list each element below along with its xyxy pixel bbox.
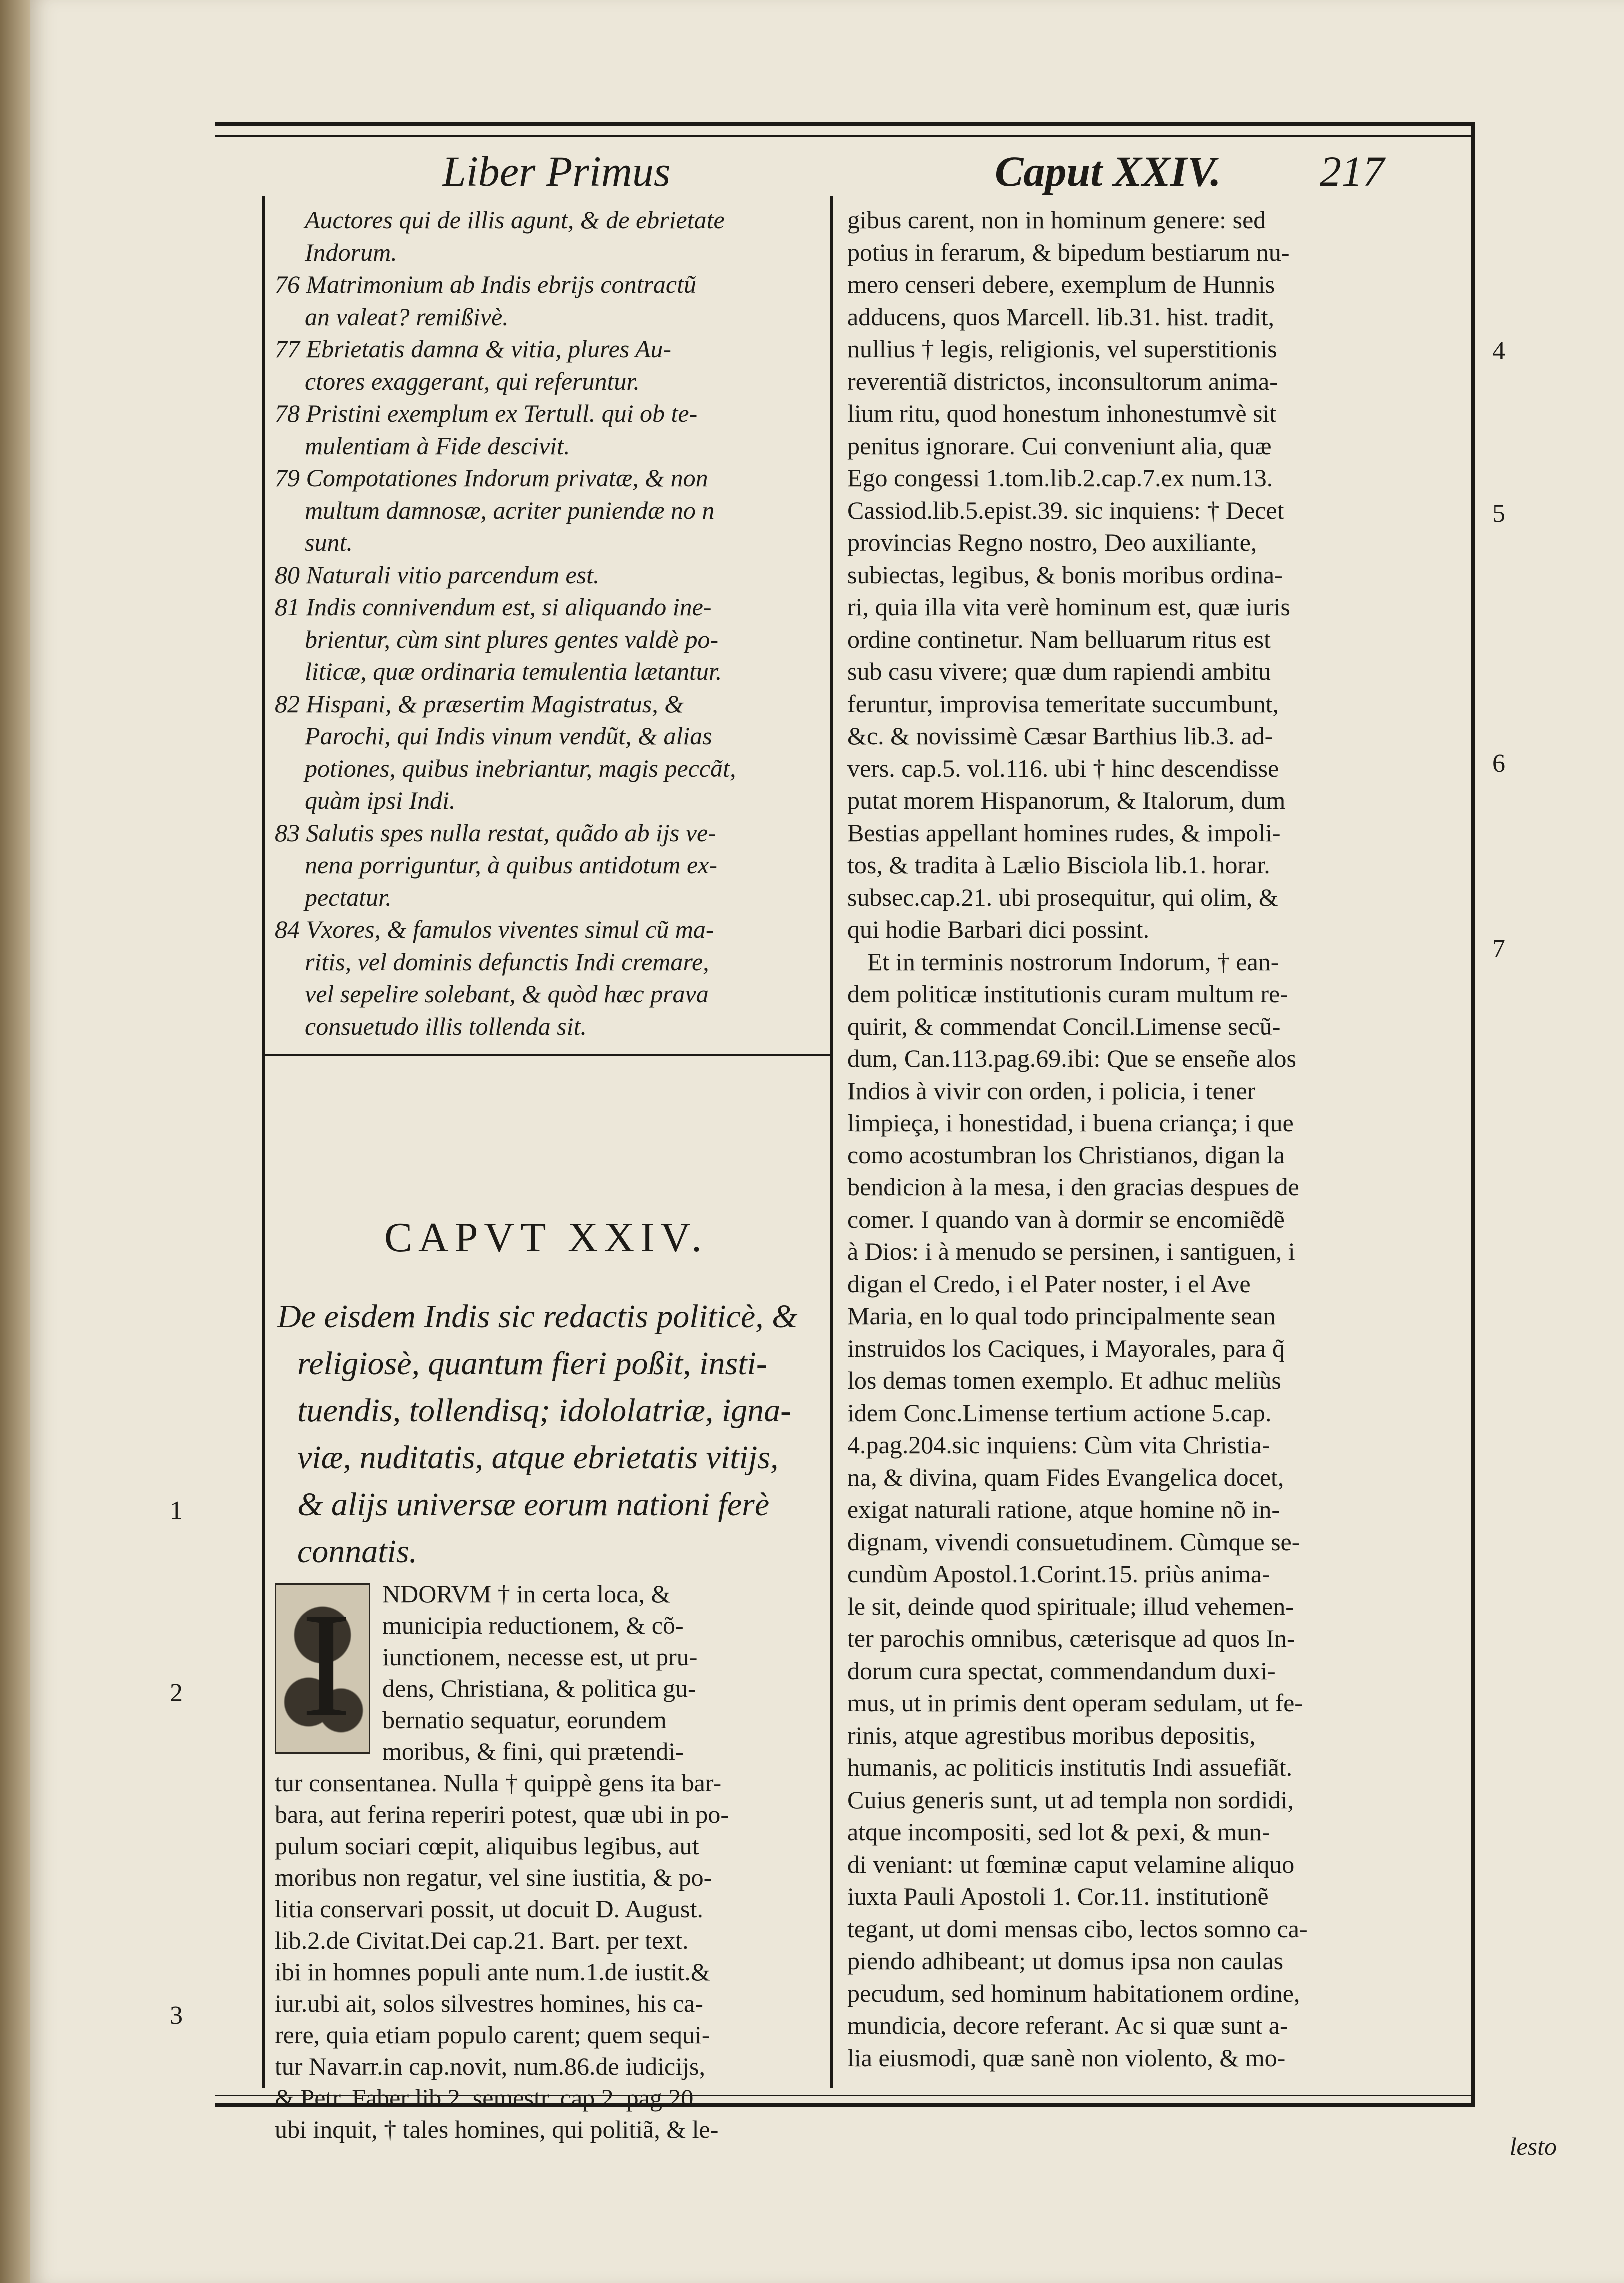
text-line: lia eiusmodi, quæ sanè non violento, & mo- — [847, 2043, 1286, 2072]
text-line: qui hodie Barbari dici possint. — [847, 915, 1150, 943]
text-line: ctores exaggerant, qui referuntur. — [305, 367, 640, 395]
text-line: 81 Indis connivendum est, si aliquando ine- — [275, 593, 712, 621]
text-line: instruidos los Caciques, i Mayorales, para q̃ — [847, 1334, 1285, 1362]
text-line: an valeat? remißivè. — [305, 302, 509, 331]
book-page — [30, 0, 1624, 2283]
text-line: exigat naturali ratione, atque homine nõ in- — [847, 1495, 1280, 1523]
chapter-index — [275, 204, 815, 1042]
margin-number: 7 — [1492, 934, 1505, 963]
text-line: tur consentanea. Nulla † quippè gens ita bar- — [275, 1769, 722, 1797]
margin-number: 6 — [1492, 749, 1505, 778]
text-line: dens, Christiana, & politica gu- — [382, 1674, 696, 1702]
text-line: mundicia, decore referant. Ac si quæ sunt a- — [847, 2011, 1288, 2039]
text-line: subiectas, legibus, & bonis moribus ordina- — [847, 560, 1283, 589]
margin-number: 4 — [1492, 337, 1505, 365]
text-line: comer. I quando van à dormir se encomiẽdẽ — [847, 1205, 1285, 1233]
text-line: Ego congessi 1.tom.lib.2.cap.7.ex num.13. — [847, 464, 1273, 492]
text-line: bendicion à la mesa, i den gracias despues de — [847, 1173, 1299, 1201]
text-line: atque incompositi, sed lot & pexi, & mun- — [847, 1818, 1270, 1846]
text-line: tos, & tradita à Lælio Bisciola lib.1. horar. — [847, 851, 1270, 879]
text-line: ritis, vel dominis defunctis Indi cremare, — [305, 947, 709, 976]
text-line: piendo adhibeant; ut domus ipsa non caulas — [847, 1947, 1284, 1975]
text-line: bara, aut ferina reperiri potest, quæ ubi in po- — [275, 1800, 729, 1828]
body-text-left — [275, 1578, 817, 2145]
chapter-summary — [277, 1293, 817, 1575]
text-line: 76 Matrimonium ab Indis ebrijs contractũ — [275, 270, 697, 298]
text-line: &c. & novissimè Cæsar Barthius lib.3. ad- — [847, 722, 1273, 750]
text-line: tuendis, tollendisq; idololatriæ, igna- — [297, 1392, 792, 1429]
text-line: 83 Salutis spes nulla restat, quãdo ab ijs ve- — [275, 818, 716, 847]
text-line: idem Conc.Limense tertium actione 5.cap. — [847, 1398, 1272, 1427]
text-line: cundùm Apostol.1.Corint.15. priùs anima- — [847, 1560, 1270, 1588]
text-line: 80 Naturali vitio parcendum est. — [275, 560, 600, 589]
text-line: Maria, en lo qual todo principalmente sean — [847, 1302, 1276, 1330]
page-number: 217 — [1320, 147, 1384, 195]
text-line: & alijs universæ eorum nationi ferè — [297, 1486, 770, 1523]
text-line: De eisdem Indis sic redactis politicè, & — [277, 1298, 798, 1335]
text-line: humanis, ac politicis institutis Indi assuefiãt. — [847, 1753, 1293, 1781]
column-rule-left — [262, 196, 265, 2088]
margin-number: 5 — [1492, 499, 1505, 528]
text-line: 4.pag.204.sic inquiens: Cùm vita Christia- — [847, 1431, 1270, 1459]
text-line: iunctionem, necesse est, ut pru- — [382, 1643, 698, 1671]
text-line: los demas tomen exemplo. Et adhuc meliùs — [847, 1366, 1281, 1394]
text-line: 79 Compotationes Indorum privatæ, & non — [275, 464, 708, 492]
text-line: viæ, nuditatis, atque ebrietatis vitijs, — [297, 1439, 779, 1476]
text-line: ter parochis omnibus, cæterisque ad quos In- — [847, 1624, 1295, 1652]
text-line: sunt. — [305, 528, 353, 556]
text-line: quàm ipsi Indi. — [305, 786, 456, 814]
text-line: liticæ, quæ ordinaria temulentia lætantur. — [305, 657, 722, 685]
text-line: municipia reductionem, & cõ- — [382, 1611, 684, 1639]
text-line: le sit, deinde quod spirituale; illud vehemen- — [847, 1592, 1294, 1620]
text-line: Bestias appellant homines rudes, & impoli- — [847, 818, 1281, 847]
margin-number: 3 — [170, 2001, 183, 2030]
text-line: connatis. — [297, 1533, 418, 1570]
chapter-title: CAPVT XXIV. — [384, 1214, 708, 1261]
text-line: como acostumbran los Christianos, digan la — [847, 1141, 1285, 1169]
text-line: pecudum, sed hominum habitationem ordine, — [847, 1979, 1300, 2007]
text-line: bernatio sequatur, eorundem — [382, 1706, 667, 1734]
text-line: moribus non regatur, vel sine iustitia, & po- — [275, 1863, 712, 1891]
text-line: tegant, ut domi mensas cibo, lectos somno ca- — [847, 1914, 1308, 1943]
catchword: lesto — [1509, 2132, 1557, 2160]
text-line: ibi in homnes populi ante num.1.de iustit.& — [275, 1958, 710, 1986]
text-line: lium ritu, quod honestum inhonestumvè sit — [847, 399, 1277, 427]
text-line: limpieça, i honestidad, i buena criança; i que — [847, 1109, 1294, 1137]
text-line: pulum sociari cœpit, aliquibus legibus, aut — [275, 1832, 699, 1860]
text-line: multum damnosæ, acriter puniendæ no n — [305, 496, 715, 524]
text-line: dignam, vivendi consuetudinem. Cùmque se- — [847, 1527, 1300, 1556]
text-frame — [170, 122, 1505, 2143]
text-line: nena porriguntur, à quibus antidotum ex- — [305, 851, 717, 879]
text-line: rere, quia etiam populo carent; quem sequi- — [275, 2021, 710, 2049]
column-rule-middle — [830, 196, 833, 2088]
running-header — [215, 137, 1475, 195]
text-line: lib.2.de Civitat.Dei cap.21. Bart. per text. — [275, 1926, 689, 1954]
text-line: putat morem Hispanorum, & Italorum, dum — [847, 786, 1286, 814]
text-line: reverentiã districtos, inconsultorum anima- — [847, 367, 1278, 395]
text-line: consuetudo illis tollenda sit. — [305, 1012, 587, 1040]
text-line: potius in ferarum, & bipedum bestiarum nu- — [847, 238, 1290, 266]
index-separator — [262, 1054, 830, 1056]
text-line: sub casu vivere; quæ dum rapiendi ambitu — [847, 657, 1271, 685]
text-line: adducens, quos Marcell. lib.31. hist. tradit, — [847, 302, 1275, 331]
text-line: à Dios: i à menudo se persinen, i santiguen, i — [847, 1237, 1295, 1265]
text-line: nullius † legis, religionis, vel superstitionis — [847, 335, 1277, 363]
decorated-initial — [275, 1583, 370, 1754]
text-line: pectatur. — [305, 883, 392, 911]
text-line: dem politicæ institutionis curam multum re- — [847, 980, 1288, 1008]
header-book-title: Liber Primus — [442, 147, 671, 195]
text-line: rinis, atque agrestibus moribus depositis, — [847, 1721, 1256, 1749]
text-line: 84 Vxores, & famulos viventes simul cũ ma- — [275, 915, 714, 943]
text-line: provincias Regno nostro, Deo auxiliante, — [847, 528, 1257, 556]
text-line: ri, quia illa vita verè hominum est, quæ iuris — [847, 593, 1290, 621]
body-text-right — [847, 204, 1452, 2074]
text-line: dorum cura spectat, commendandum duxi- — [847, 1656, 1276, 1685]
text-line: NDORVM † in certa loca, & — [382, 1580, 671, 1608]
text-line: iur.ubi ait, solos silvestres homines, his ca- — [275, 1989, 703, 2017]
text-line: vers. cap.5. vol.116. ubi † hinc descendisse — [847, 754, 1279, 782]
text-line: Indios à vivir con orden, i policia, i tener — [847, 1076, 1256, 1105]
dropcap-letter: I — [301, 1582, 351, 1748]
text-line: mus, ut in primis dent operam sedulam, ut fe- — [847, 1689, 1303, 1717]
text-line: tur Navarr.in cap.novit, num.86.de iudicijs, — [275, 2052, 705, 2080]
text-line: quirit, & commendat Concil.Limense secũ- — [847, 1012, 1281, 1040]
text-line: moribus, & fini, qui prætendi- — [382, 1737, 684, 1765]
text-line: ubi inquit, † tales homines, qui politiã, & le- — [275, 2115, 719, 2143]
text-line: vel sepelire solebant, & quòd hæc prava — [305, 980, 709, 1008]
margin-number: 1 — [170, 1496, 183, 1525]
header-chapter: Caput XXIV. — [995, 147, 1221, 195]
text-line: religiosè, quantum fieri poßit, insti- — [297, 1345, 767, 1382]
text-line: Et in terminis nostrorum Indorum, † ean- — [867, 947, 1279, 976]
text-line: 78 Pristini exemplum ex Tertull. qui ob te- — [275, 399, 698, 427]
text-line: dum, Can.113.pag.69.ibi: Que se enseñe alos — [847, 1044, 1296, 1072]
text-line: Cassiod.lib.5.epist.39. sic inquiens: † Decet — [847, 496, 1284, 524]
text-line: na, & divina, quam Fides Evangelica docet, — [847, 1463, 1284, 1491]
text-line: Indorum. — [305, 238, 397, 266]
book-spine — [0, 0, 30, 2283]
text-line: feruntur, improvisa temeritate succumbunt, — [847, 689, 1279, 718]
text-line: subsec.cap.21. ubi prosequitur, qui olim, & — [847, 883, 1278, 911]
text-line: litia conservari possit, ut docuit D. August. — [275, 1895, 703, 1923]
text-line: Cuius generis sunt, ut ad templa non sordidi, — [847, 1785, 1294, 1814]
text-line: potiones, quibus inebriantur, magis peccãt, — [305, 754, 736, 782]
text-line: mero censeri debere, exemplum de Hunnis — [847, 270, 1275, 298]
text-line: 77 Ebrietatis damna & vitia, plures Au- — [275, 335, 672, 363]
margin-number: 2 — [170, 1679, 183, 1707]
text-line: Parochi, qui Indis vinum vendũt, & alias — [305, 722, 712, 750]
text-line: gibus carent, non in hominum genere: sed — [847, 206, 1266, 234]
text-line: penitus ignorare. Cui conveniunt alia, quæ — [847, 431, 1272, 460]
text-line: digan el Credo, i el Pater noster, i el Ave — [847, 1269, 1251, 1298]
text-line: mulentiam à Fide descivit. — [305, 431, 570, 460]
text-line: Auctores qui de illis agunt, & de ebrietate — [305, 206, 725, 234]
text-line: iuxta Pauli Apostoli 1. Cor.11. institutionẽ — [847, 1882, 1269, 1910]
column-rule-right — [1471, 126, 1475, 2103]
text-line: & Petr. Faber lib.2. semestr. cap.2. pag.20. — [275, 2084, 700, 2112]
text-line: brientur, cùm sint plures gentes valdè po- — [305, 625, 719, 653]
text-line: di veniant: ut fœminæ caput velamine aliquo — [847, 1850, 1295, 1878]
text-line: ordine continetur. Nam belluarum ritus est — [847, 625, 1271, 653]
text-line: 82 Hispani, & præsertim Magistratus, & — [275, 689, 684, 718]
